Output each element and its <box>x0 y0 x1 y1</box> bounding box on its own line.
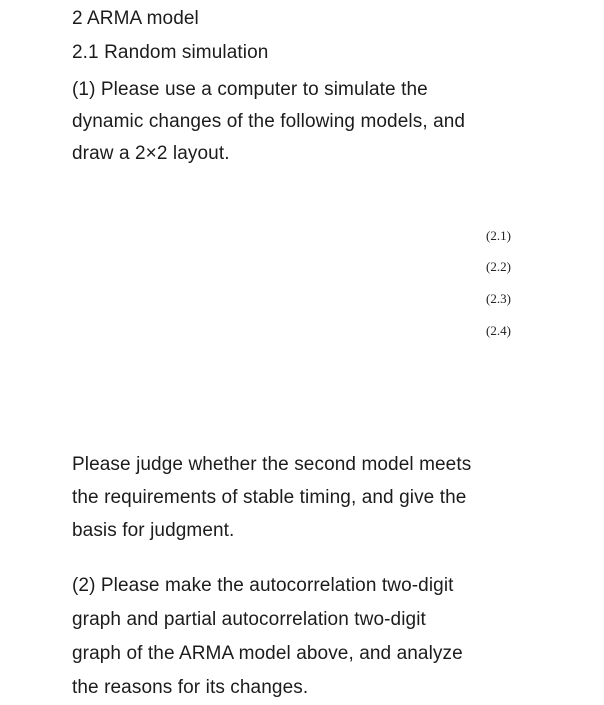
judgement-line: basis for judgment. <box>72 520 235 541</box>
equation-number: (2.4) <box>486 323 511 338</box>
subsection-heading: 2.1 Random simulation <box>72 42 269 63</box>
question-1-line: (1) Please use a computer to simulate the <box>72 79 428 100</box>
section-heading: 2 ARMA model <box>72 8 199 29</box>
equation-number: (2.1) <box>486 228 511 243</box>
question-1-line: draw a 2×2 layout. <box>72 143 230 164</box>
judgement-paragraph <box>72 448 471 547</box>
equation-number: (2.2) <box>486 259 511 274</box>
question-2-line: graph and partial autocorrelation two-digit <box>72 609 426 630</box>
question-2-line: the reasons for its changes. <box>72 677 309 698</box>
judgement-line: Please judge whether the second model meets <box>72 454 472 475</box>
equation-number: (2.3) <box>486 291 511 306</box>
question-2-line: graph of the ARMA model above, and analyze <box>72 643 463 664</box>
judgement-line: the requirements of stable timing, and give the <box>72 487 467 508</box>
question-1-paragraph <box>72 74 465 170</box>
question-2-line: (2) Please make the autocorrelation two-digit <box>72 575 454 596</box>
question-2-paragraph <box>72 569 463 705</box>
question-1-line: dynamic changes of the following models, and <box>72 111 466 132</box>
